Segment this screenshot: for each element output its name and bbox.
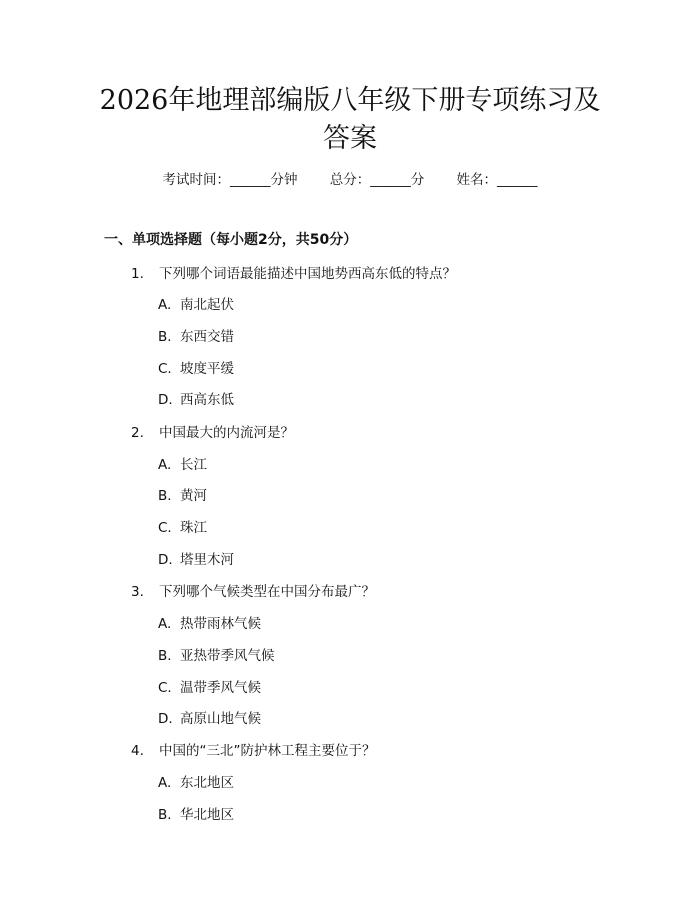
option-text: 黄河 (180, 488, 207, 504)
question-number: 4. (131, 743, 144, 759)
option-letter: C. (158, 520, 172, 536)
question-3-option-c (158, 676, 261, 696)
question-number: 1. (131, 266, 144, 282)
question-4 (131, 739, 376, 759)
question-1-option-d (158, 388, 234, 408)
question-3-option-b (158, 644, 275, 664)
question-number: 3. (131, 584, 144, 600)
option-letter: D. (158, 392, 173, 408)
option-letter: A. (158, 457, 172, 473)
exam-time-blank: ______ (229, 172, 271, 188)
document-title: 2026年地理部编版八年级下册专项练习及答案 (99, 85, 601, 154)
question-text: 下列哪个词语最能描述中国地势西高东低的特点？ (159, 266, 456, 282)
question-2-option-b (158, 484, 207, 504)
question-2-option-d (158, 548, 234, 568)
question-4-option-a (158, 771, 234, 791)
student-name-label: 姓名： (456, 172, 498, 188)
exam-time-label: 考试时间： (162, 172, 230, 188)
question-1-option-a (158, 293, 234, 313)
question-2-option-a (158, 453, 207, 473)
question-2 (131, 421, 294, 441)
question-2-option-c (158, 516, 207, 536)
total-score-label: 总分： (329, 172, 371, 188)
option-text: 南北起伏 (180, 297, 234, 313)
student-name-field (457, 168, 538, 188)
option-letter: C. (158, 361, 172, 377)
option-text: 高原山地气候 (180, 711, 261, 727)
option-text: 西高东低 (180, 392, 234, 408)
option-letter: B. (158, 648, 172, 664)
question-3-option-a (158, 612, 261, 632)
question-1 (131, 262, 456, 282)
question-3-option-d (158, 707, 261, 727)
total-score-field (330, 168, 425, 188)
total-score-unit: 分 (410, 172, 425, 188)
option-letter: B. (158, 807, 172, 823)
option-text: 东北地区 (180, 775, 234, 791)
option-text: 热带雨林气候 (180, 616, 261, 632)
question-1-option-b (158, 325, 234, 345)
question-3 (131, 580, 375, 600)
option-text: 温带季风气候 (180, 680, 261, 696)
option-text: 华北地区 (180, 807, 234, 823)
option-letter: D. (158, 711, 173, 727)
option-text: 坡度平缓 (180, 361, 234, 377)
exam-info-line (0, 168, 700, 188)
option-letter: B. (158, 329, 172, 345)
option-text: 亚热带季风气候 (180, 648, 275, 664)
student-name-blank: ______ (497, 172, 538, 188)
option-text: 塔里木河 (180, 552, 234, 568)
option-text: 东西交错 (180, 329, 234, 345)
option-letter: B. (158, 488, 172, 504)
total-score-blank: ______ (370, 172, 411, 188)
option-text: 长江 (180, 457, 207, 473)
section-heading: 一、单项选择题（每小题2分，共50分） (104, 232, 358, 248)
question-text: 中国最大的内流河是？ (159, 425, 294, 441)
question-number: 2. (131, 425, 144, 441)
exam-time-unit: 分钟 (270, 172, 298, 188)
option-letter: A. (158, 775, 172, 791)
question-text: 中国的“三北”防护林工程主要位于？ (159, 743, 376, 759)
option-letter: C. (158, 680, 172, 696)
question-text: 下列哪个气候类型在中国分布最广？ (159, 584, 375, 600)
question-1-option-c (158, 357, 234, 377)
exam-time-field (162, 168, 297, 188)
option-letter: A. (158, 297, 172, 313)
option-text: 珠江 (180, 520, 207, 536)
question-4-option-b (158, 803, 234, 823)
option-letter: D. (158, 552, 173, 568)
option-letter: A. (158, 616, 172, 632)
